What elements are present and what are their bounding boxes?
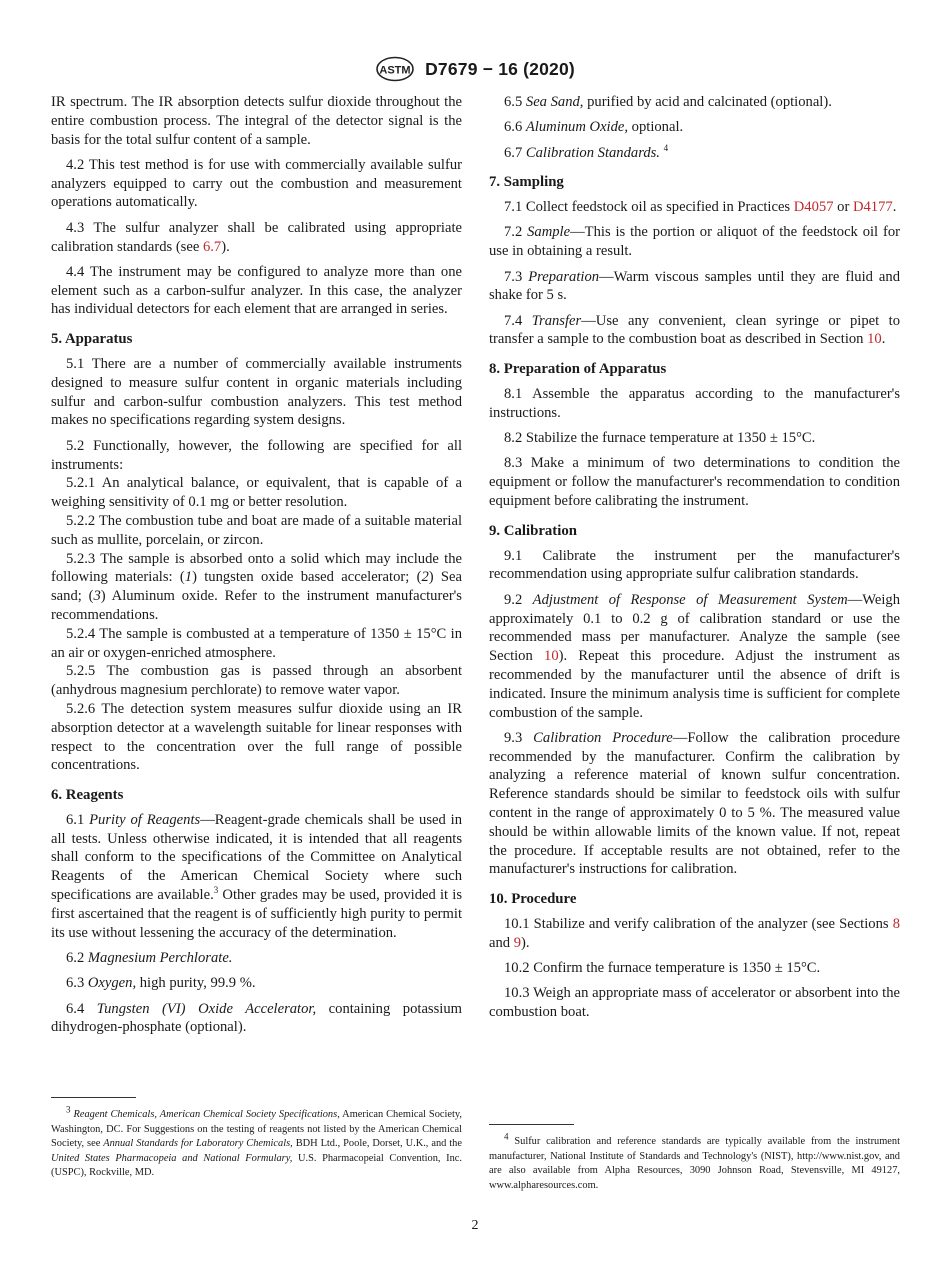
paragraph-8-3: 8.3 Make a minimum of two determinations to condition the equipment or follow the manufacturer's recommendation to condition equipment before calibrating the instrument. <box>489 455 900 510</box>
paragraph-4-2: 4.2 This test method is for use with commercially available sulfur analyzers equipped to carry out the combustion and measurement operations automatically. <box>51 156 462 211</box>
footnote-divider <box>51 1097 136 1098</box>
page-number: 2 <box>471 1218 479 1233</box>
right-column <box>489 93 900 1028</box>
footnote-ref-4[interactable]: 4 <box>663 142 669 153</box>
paragraph-intro: IR spectrum. The IR absorption detects sulfur dioxide throughout the entire combustion process. The integral of the detector signal is the basis for the total sulfur content of a sample. <box>51 94 462 148</box>
footnote-3-text: $^3$ Reagent Chemicals, American Chemical Society Specifications, American Chemical Society, Washington, DC. For Suggestions on the testing of reagents not listed by the American Chemical Society, see Annual Standards for Laboratory Chemicals, BDH Ltd., Poole, Dorset, U.K., and the United States Pharmacopeia and National Formulary, U.S. Pharmacopeial Convention, Inc. (USPC), Rockville, MD. <box>51 1104 462 1179</box>
paragraph-9-1: 9.1 Calibrate the instrument per the manufacturer's recommendation using appropriate sulfur calibration standards. <box>489 547 900 583</box>
paragraph-7-4: 7.4 Transfer—Use any convenient, clean syringe or pipet to transfer a sample to the combustion boat as described in Section 10. <box>489 312 900 348</box>
paragraph-6-3: 6.3 Oxygen, high purity, 99.9 %. <box>66 975 256 992</box>
paragraph-8-2: 8.2 Stabilize the furnace temperature at 1350 ± 15°C. <box>504 430 816 447</box>
paragraph-5-2-6: 5.2.6 The detection system measures sulfur dioxide using an IR absorption detector at a wavelength suitable for linear responses with respect to the concentration over the full range of possible concentrations. <box>51 700 462 774</box>
footnote-4-text: $^4$ Sulfur calibration and reference standards are typically available from the instrument manufacturer, National Institute of Standards and Technology's (NIST), http://www.nist.gov, and are also available from Alpha Resources, 3090 Johnson Road, Stevensville, MI 49127, www.alpharesources.com. <box>489 1131 900 1191</box>
paragraph-5-2-1: 5.2.1 An analytical balance, or equivalent, that is capable of a weighing sensitivity of 0.1 mg or better resolution. <box>51 475 462 511</box>
heading-reagents: 6. Reagents <box>51 787 124 804</box>
link-d4057[interactable]: D4057 <box>793 199 834 216</box>
footnote-3 <box>51 1097 462 1181</box>
footnote-divider <box>489 1124 574 1125</box>
paragraph-7-2: 7.2 Sample—This is the portion or aliquot of the feedstock oil for use in obtaining a result. <box>489 224 900 260</box>
paragraph-10-3: 10.3 Weigh an appropriate mass of accelerator or absorbent into the combustion boat. <box>489 985 900 1021</box>
heading-preparation-of-apparatus: 8. Preparation of Apparatus <box>489 361 667 378</box>
heading-procedure: 10. Procedure <box>489 891 577 908</box>
heading-apparatus: 5. Apparatus <box>51 331 133 348</box>
paragraph-7-1: 7.1 Collect feedstock oil as specified in Practices D4057 or D4177. <box>504 199 897 216</box>
paragraph-9-2: 9.2 Adjustment of Response of Measurement System—Weigh approximately 0.1 to 0.2 g of calibration standard or use the recommended mass per manufacturer. Analyze the sample (see Section 10). Repeat this procedure. Adjust the instrument as recommended by the manufacturer until the absence of drift is indicated. Insure the minimum analysis time is sufficient for complete combustion of the sample. <box>489 591 900 721</box>
paragraph-8-1: 8.1 Assemble the apparatus according to the manufacturer's instructions. <box>489 386 900 421</box>
heading-sampling: 7. Sampling <box>489 174 564 191</box>
link-section-9[interactable]: 9 <box>513 934 522 951</box>
footnote-ref-3[interactable]: 3 <box>213 885 219 896</box>
page-header <box>0 56 950 82</box>
paragraph-7-3: 7.3 Preparation—Warm viscous samples until they are fluid and shake for 5 s. <box>489 268 900 304</box>
footnote-4 <box>489 1124 900 1193</box>
paragraph-9-3: 9.3 Calibration Procedure—Follow the calibration procedure recommended by the manufacturer. Confirm the calibration by analyzing a reference material of known sulfur concentration. Reference standards should be similar to feedstock oils with sulfur content in the range of approximately 0 to 5 %. The measured value should be within allowable limits of the known value. If not, repeat the procedure. If acceptable results are not obtained, refer to the manufacturer's instructions for calibration. <box>489 729 901 878</box>
document-designation: D7679 − 16 (2020) <box>425 58 575 79</box>
link-d4177[interactable]: D4177 <box>852 199 893 216</box>
paragraph-4-4: 4.4 The instrument may be configured to analyze more than one element such as a carbon-sulfur analyzer. In this case, the analyzer has individual detectors for each element that are arranged in series. <box>51 263 462 318</box>
link-section-10[interactable]: 10 <box>544 648 559 665</box>
link-section-8[interactable]: 8 <box>892 915 900 932</box>
paragraph-10-2: 10.2 Confirm the furnace temperature is 1350 ± 15°C. <box>504 960 821 977</box>
paragraph-6-1: 6.1 Purity of Reagents—Reagent-grade chemicals shall be used in all tests. Unless otherwise indicated, it is intended that all reagents shall conform to the specifications of the Committee on Analytical Reagents of the American Chemical Society where such specifications are available.$^3$ Other grades may be used, provided it is first ascertained that the reagent is of sufficiently high purity to permit its use without lessening the accuracy of the determination. <box>51 811 462 941</box>
paragraph-5-2-2: 5.2.2 The combustion tube and boat are made of a suitable material such as mullite, porcelain, or zircon. <box>51 512 462 548</box>
paragraph-5-2-4: 5.2.4 The sample is combusted at a temperature of 1350 ± 15°C in an air or oxygen-enriched atmosphere. <box>51 625 462 661</box>
svg-text:ASTM: ASTM <box>379 64 411 77</box>
paragraph-6-5: 6.5 Sea Sand, purified by acid and calcinated (optional). <box>504 94 832 110</box>
paragraph-6-2: 6.2 Magnesium Perchlorate. <box>66 949 233 966</box>
link-section-6-7[interactable]: 6.7 <box>202 238 222 255</box>
left-column <box>51 93 462 1044</box>
paragraph-10-1: 10.1 Stabilize and verify calibration of the analyzer (see Sections 8 and 9). <box>489 915 900 951</box>
paragraph-6-4: 6.4 Tungsten (VI) Oxide Accelerator, containing potassium dihydrogen-phosphate (optional). <box>51 1000 462 1036</box>
paragraph-6-7: 6.7 Calibration Standards. $^4$ <box>504 142 669 161</box>
paragraph-5-2: 5.2 Functionally, however, the following are specified for all instruments: <box>51 437 462 473</box>
paragraph-4-3: 4.3 The sulfur analyzer shall be calibrated using appropriate calibration standards (see 6.7). <box>51 219 462 255</box>
paragraph-5-2-5: 5.2.5 The combustion gas is passed through an absorbent (anhydrous magnesium perchlorate) to remove water vapor. <box>51 663 462 699</box>
paragraph-6-6: 6.6 Aluminum Oxide, optional. <box>504 119 684 136</box>
link-section-10[interactable]: 10 <box>867 331 882 348</box>
paragraph-5-2-3: 5.2.3 The sample is absorbed onto a solid which may include the following materials: (1) tungsten oxide based accelerator; (2) Sea sand; (3) Aluminum oxide. Refer to the instrument manufacturer's recommendations. <box>51 550 462 623</box>
paragraph-5-1: 5.1 There are a number of commercially available instruments designed to measure sulfur content in organic materials including sulfur and carbon-sulfur combustion analyzers. This test method makes no specifications regarding system designs. <box>51 356 462 429</box>
astm-logo-icon <box>375 56 415 82</box>
heading-calibration: 9. Calibration <box>489 522 577 539</box>
